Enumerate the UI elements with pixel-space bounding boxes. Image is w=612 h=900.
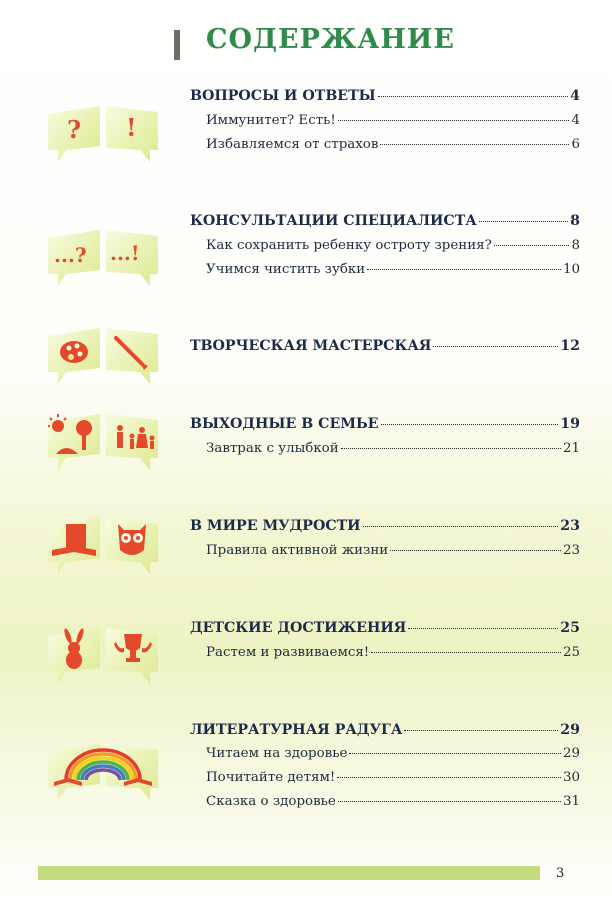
svg-text:!: ! [126,113,137,142]
title-accent-bar [174,30,180,60]
toc-page-number: 29 [562,746,580,761]
dot-leader [341,448,561,449]
dot-leader [494,245,570,246]
toc-item-label: Сказка о здоровье [206,794,336,809]
toc-heading-label: КОНСУЛЬТАЦИИ СПЕЦИАЛИСТА [190,213,477,229]
toc-heading-row[interactable] [190,416,580,432]
toc-page-number: 8 [571,238,580,253]
toc-item-row[interactable] [206,238,580,253]
toc-page-number: 19 [560,416,580,432]
toc-item-row[interactable] [206,645,580,660]
svg-text:...?: ...? [54,243,87,267]
page-title: СОДЕРЖАНИЕ [206,24,455,55]
toc-page-number: 21 [562,441,580,456]
toc-item-label: Читаем на здоровье [206,746,348,761]
dot-leader [380,144,569,145]
palette-brush-icon [44,320,162,386]
toc-heading-label: ЛИТЕРАТУРНАЯ РАДУГА [190,722,403,738]
toc-item-label: Как сохранить ребенку остроту зрения? [206,238,492,253]
toc-item-label: Растем и развиваемся! [206,645,370,660]
dot-leader [337,777,561,778]
toc-page-number: 30 [562,770,580,785]
toc-heading-label: ТВОРЧЕСКАЯ МАСТЕРСКАЯ [190,338,432,354]
dot-leader [479,221,568,222]
toc-page-number: 31 [562,794,580,809]
toc-heading-label: ВОПРОСЫ И ОТВЕТЫ [190,88,376,104]
toc-heading-row[interactable] [190,88,580,104]
toc-item-label: Завтрак с улыбкой [206,441,339,456]
dot-leader [363,526,559,527]
toc-item-row[interactable] [206,746,580,761]
toc-page-number: 25 [562,645,580,660]
toc-item-row[interactable] [206,543,580,558]
dot-leader [433,346,558,347]
toc-item-row[interactable] [206,262,580,277]
toc-page-number: 6 [571,137,580,152]
dot-leader [349,753,561,754]
toc-item-label: Иммунитет? Есть! [206,113,336,128]
dot-leader [338,120,570,121]
dot-leader [367,269,561,270]
dot-leader [371,652,561,653]
dot-leader [378,96,568,97]
sun-family-icon [44,406,162,472]
toc-page-number: 23 [562,543,580,558]
toc-page-number: 12 [560,338,580,354]
toc-heading-label: ДЕТСКИЕ ДОСТИЖЕНИЯ [190,620,407,636]
book-owl-icon [44,510,162,576]
question-exclamation-icon [44,98,162,164]
toc-item-row[interactable] [206,770,580,785]
toc-item-row[interactable] [206,113,580,128]
dot-leader [408,628,558,629]
toc-page-number: 29 [560,722,580,738]
toc-heading-label: ВЫХОДНЫЕ В СЕМЬЕ [190,416,379,432]
footer-page-number: 3 [556,866,565,881]
toc-page-number: 10 [562,262,580,277]
footer-bar [38,866,540,880]
toc-heading-row[interactable] [190,338,580,354]
toc-item-label: Почитайте детям! [206,770,336,785]
rabbit-trophy-icon [44,620,162,686]
toc-item-row[interactable] [206,137,580,152]
toc-heading-row[interactable] [190,213,580,229]
dot-leader [338,801,561,802]
toc-item-label: Учимся чистить зубки [206,262,366,277]
toc-page-number: 8 [570,213,580,229]
toc-heading-row[interactable] [190,722,580,738]
toc-item-row[interactable] [206,794,580,809]
toc-heading-label: В МИРЕ МУДРОСТИ [190,518,361,534]
toc-item-label: Избавляемся от страхов [206,137,379,152]
toc-page-number: 23 [560,518,580,534]
svg-text:...!: ...! [110,241,140,265]
rainbow-books-icon [44,736,162,802]
ellipsis-question-exclamation-icon [44,222,162,288]
svg-text:?: ? [67,115,82,144]
dot-leader [404,730,558,731]
dot-leader [390,550,561,551]
toc-heading-row[interactable] [190,518,580,534]
toc-heading-row[interactable] [190,620,580,636]
toc-page-number: 4 [570,88,580,104]
toc-page-number: 4 [571,113,580,128]
toc-page-number: 25 [560,620,580,636]
toc-item-row[interactable] [206,441,580,456]
toc-item-label: Правила активной жизни [206,543,389,558]
dot-leader [381,424,559,425]
